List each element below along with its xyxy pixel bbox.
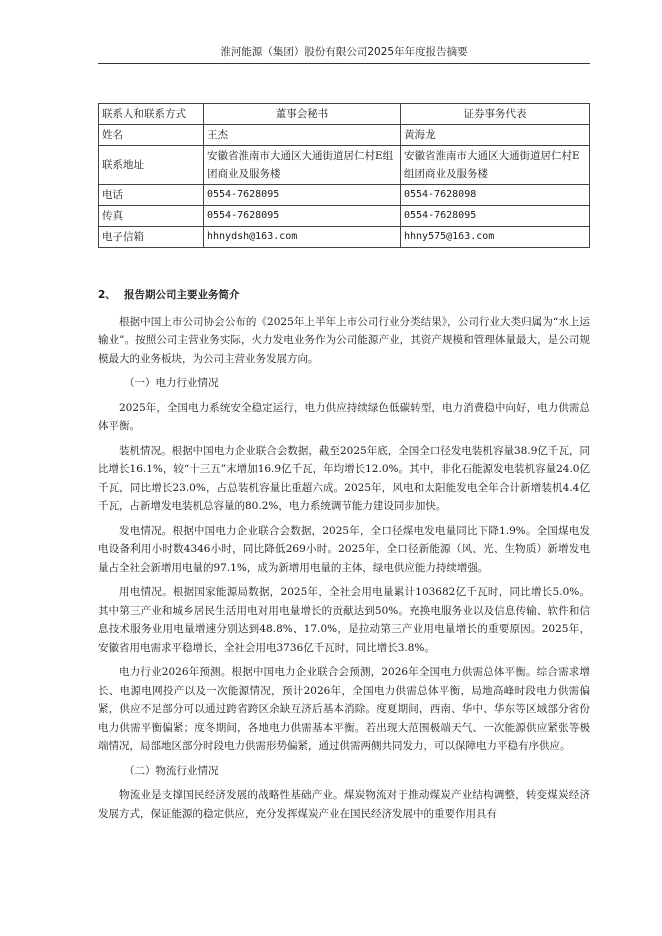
section-heading bbox=[98, 286, 590, 305]
paragraph-consumption: 用电情况。根据国家能源局数据，2025年，全社会用电量累计103682亿千瓦时，同比增长5.0%。其中第三产业和城乡居民生活用电对用电量增长的贡献达到50%。充换电服务业以及信息传输、软件和信息技术服务业用电量增速分别达到48.8%、17.0%，是拉动第三产业用电量增长的重要原因。2025年，安徽省用电需求平稳增长，全社会用电3736亿千瓦时，同比增长3.8%。 bbox=[98, 586, 590, 654]
row-label: 联系地址 bbox=[99, 146, 204, 185]
section-title: 报告期公司主要业务简介 bbox=[124, 289, 240, 301]
row-label: 传真 bbox=[99, 206, 204, 227]
subheading-power: （一）电力行业情况 bbox=[124, 377, 219, 389]
page-header: 淮河能源（集团）股份有限公司2025年年度报告摘要 bbox=[220, 46, 468, 58]
rep-name: 黄海龙 bbox=[401, 125, 590, 146]
paragraph-power-overview: 2025年，全国电力系统安全稳定运行，电力供应持续绿色低碳转型，电力消费稳中向好，电力供需总体平衡。 bbox=[98, 401, 590, 432]
paragraph-forecast: 电力行业2026年预测。根据中国电力企业联合会预测，2026年全国电力供需总体平衡。综合需求增长、电源电网投产以及一次能源情况，预计2026年，全国电力供需总体平衡，局地高峰时段电力供需偏紧，供应不足部分可以通过跨省跨区余缺互济后基本消除。度夏期间，西南、华中、华东等区域部分省份电力供需平衡偏紧；度冬期间，各地电力供需基本平衡。若出现大范围极端天气、一次能源供应紧张等极端情况，局部地区部分时段电力供需形势偏紧，通过供需两侧共同发力，可以保障电力平稳有序供应。 bbox=[98, 666, 590, 752]
rep-email: hhny575@163.com bbox=[401, 227, 590, 248]
paragraph-capacity: 装机情况。根据中国电力企业联合会数据，截至2025年底，全国全口径发电装机容量38.9亿千瓦，同比增长16.1%，较“十三五”末增加16.9亿千瓦，年均增长12.0%。其中，非化石能源发电装机容量24.0亿千瓦，同比增长23.0%，占总装机容量比重超六成。2025年，风电和太阳能发电全年合计新增装机4.4亿千瓦，占新增发电装机总容量的80.2%，电力系统调节能力建设同步加快。 bbox=[98, 444, 590, 512]
row-label: 电子信箱 bbox=[99, 227, 204, 248]
rep-fax: 0554-7628095 bbox=[401, 206, 590, 227]
section-body bbox=[98, 286, 590, 829]
table-row bbox=[99, 146, 590, 185]
table-row bbox=[99, 206, 590, 227]
subheading-logistics: （二）物流行业情况 bbox=[124, 764, 219, 777]
row-label: 姓名 bbox=[99, 125, 204, 146]
rep-phone: 0554-7628098 bbox=[401, 185, 590, 206]
paragraph-logistics: 物流业是支撑国民经济发展的战略性基础产业。煤炭物流对于推动煤炭产业结构调整，转变煤炭经济发展方式，保证能源的稳定供应，充分发挥煤炭产业在国民经济发展中的重要作用具有 bbox=[98, 789, 590, 820]
paragraph-intro: 根据中国上市公司协会公布的《2025年上半年上市公司行业分类结果》，公司行业大类归属为“水上运输业”。按照公司主营业务实际，火力发电业务作为公司能源产业，其资产规模和管理体量最大，是公司规模最大的业务板块，为公司主营业务发展方向。 bbox=[98, 315, 590, 365]
secretary-phone: 0554-7628095 bbox=[204, 185, 401, 206]
contact-table bbox=[98, 103, 590, 248]
table-row bbox=[99, 227, 590, 248]
section-number: 2、 bbox=[98, 289, 116, 301]
table-header-cell: 联系人和联系方式 bbox=[99, 104, 204, 125]
secretary-email: hhnydsh@163.com bbox=[204, 227, 401, 248]
table-header-cell: 证券事务代表 bbox=[401, 104, 590, 125]
rep-address: 安徽省淮南市大通区大通街道居仁村E组团商业及服务楼 bbox=[401, 146, 590, 185]
table-row bbox=[99, 125, 590, 146]
header-divider bbox=[98, 63, 590, 64]
paragraph-generation: 发电情况。根据中国电力企业联合会数据，2025年，全口径煤电发电量同比下降1.9%。全国煤电发电设备利用小时数4346小时，同比降低269小时。2025年，全口径新能源（风、光、生物质）新增发电量占全社会新增用电量的97.1%，成为新增用电量的主体，绿电供应能力持续增强。 bbox=[98, 524, 590, 574]
table-header-cell: 董事会秘书 bbox=[204, 104, 401, 125]
table-row bbox=[99, 185, 590, 206]
row-label: 电话 bbox=[99, 185, 204, 206]
secretary-name: 王杰 bbox=[204, 125, 401, 146]
table-header-row bbox=[99, 104, 590, 125]
secretary-address: 安徽省淮南市大通区大通街道居仁村E组团商业及服务楼 bbox=[204, 146, 401, 185]
secretary-fax: 0554-7628095 bbox=[204, 206, 401, 227]
